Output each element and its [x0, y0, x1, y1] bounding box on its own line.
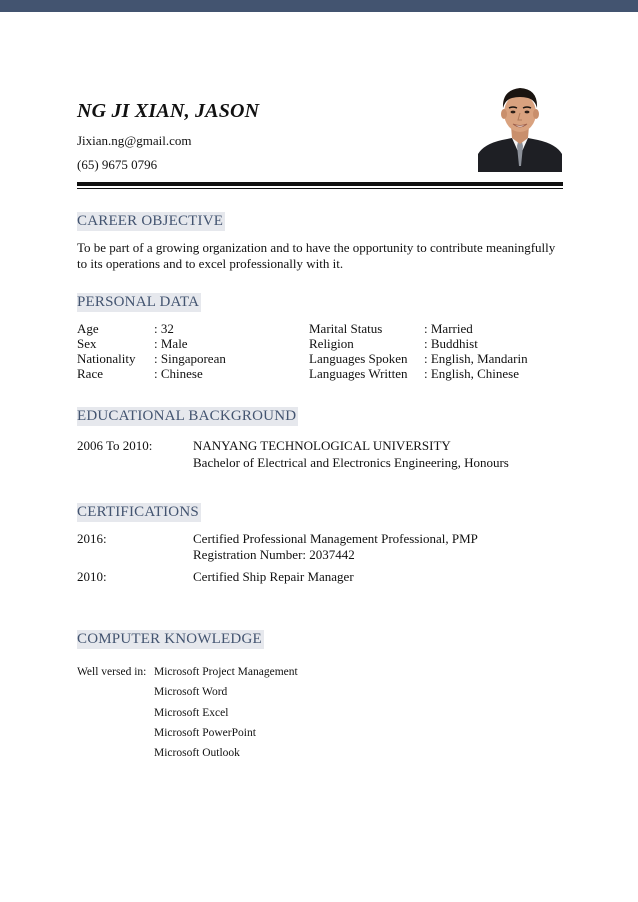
profile-photo	[478, 80, 562, 172]
personal-data-value: : Buddhist	[424, 336, 478, 351]
personal-data-value: : Male	[154, 336, 188, 351]
personal-data-label: Languages Spoken	[309, 351, 408, 366]
career-objective-line: To be part of a growing organization and to have the opportunity to contribute meaningfully	[77, 240, 556, 255]
software-item: Microsoft Outlook	[154, 747, 240, 760]
personal-data-label: Marital Status	[309, 321, 383, 336]
section-title-computer-knowledge: COMPUTER KNOWLEDGE	[77, 631, 262, 647]
portrait-image	[478, 80, 562, 172]
top-accent-bar	[0, 0, 638, 12]
software-item: Microsoft PowerPoint	[154, 726, 256, 739]
section-title-personal-data: PERSONAL DATA	[77, 294, 200, 310]
certification-name: Certified Ship Repair Manager	[193, 569, 354, 584]
personal-data-right-values	[424, 321, 528, 381]
header-divider-thin	[77, 188, 563, 189]
personal-data-value: : Married	[424, 321, 473, 336]
personal-data-left-values	[154, 321, 226, 381]
personal-data-left-labels	[77, 321, 136, 381]
phone-number: (65) 9675 0796	[77, 157, 158, 172]
career-objective-line: to its operations and to excel professionally with it.	[77, 256, 344, 271]
candidate-name: NG JI XIAN, JASON	[77, 100, 260, 122]
personal-data-label: Religion	[309, 336, 354, 351]
personal-data-value: : Chinese	[154, 366, 203, 381]
computer-knowledge-list	[154, 662, 298, 763]
software-item: Microsoft Project Management	[154, 666, 298, 678]
personal-data-value: : Singaporean	[154, 351, 226, 366]
personal-data-value: : English, Mandarin	[424, 351, 528, 366]
personal-data-label: Languages Written	[309, 366, 408, 381]
software-item: Microsoft Word	[154, 686, 228, 699]
personal-data-value: : English, Chinese	[424, 366, 519, 381]
certification-year: 2010:	[77, 569, 107, 584]
certification-name: Certified Professional Management Professional, PMP	[193, 531, 478, 546]
section-title-career-objective: CAREER OBJECTIVE	[77, 213, 224, 229]
education-school: NANYANG TECHNOLOGICAL UNIVERSITY	[193, 438, 451, 453]
computer-knowledge-label: Well versed in:	[77, 666, 147, 678]
section-title-education: EDUCATIONAL BACKGROUND	[77, 408, 297, 424]
personal-data-label: Race	[77, 366, 103, 381]
certification-year: 2016:	[77, 531, 107, 546]
education-degree: Bachelor of Electrical and Electronics Engineering, Honours	[193, 455, 509, 470]
education-period: 2006 To 2010:	[77, 438, 153, 453]
certification-detail: Registration Number: 2037442	[193, 547, 355, 562]
personal-data-label: Sex	[77, 336, 97, 351]
personal-data-right-labels	[309, 321, 408, 381]
personal-data-label: Age	[77, 321, 99, 336]
section-title-certifications: CERTIFICATIONS	[77, 504, 199, 520]
career-objective-text	[77, 240, 563, 272]
software-item: Microsoft Excel	[154, 706, 229, 719]
personal-data-value: : 32	[154, 321, 174, 336]
header-divider-thick	[77, 182, 563, 186]
email-address: Jixian.ng@gmail.com	[77, 133, 192, 148]
personal-data-label: Nationality	[77, 351, 136, 366]
